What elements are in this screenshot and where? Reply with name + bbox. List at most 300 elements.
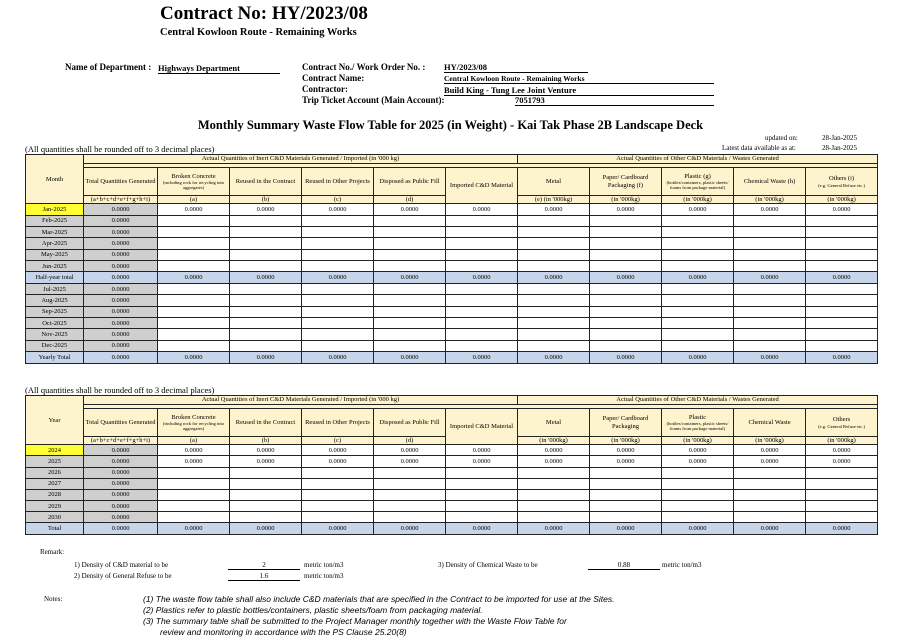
table-cell[interactable]: 0.0000 — [84, 226, 158, 237]
table-cell[interactable] — [302, 501, 374, 512]
table-cell[interactable] — [734, 238, 806, 249]
table-cell[interactable] — [374, 478, 446, 489]
table-cell[interactable]: 0.0000 — [734, 523, 806, 534]
table-cell[interactable]: 0.0000 — [662, 523, 734, 534]
table-cell[interactable]: 0.0000 — [302, 272, 374, 283]
row-label: Apr-2025 — [26, 238, 84, 249]
table-cell[interactable] — [518, 467, 590, 478]
table-cell[interactable]: 0.0000 — [806, 352, 878, 363]
table-cell[interactable] — [590, 489, 662, 500]
trip-ticket-value: 7051793 — [515, 95, 714, 106]
table-cell[interactable] — [590, 512, 662, 523]
table-cell[interactable] — [446, 238, 518, 249]
table-cell[interactable] — [374, 489, 446, 500]
table-cell[interactable]: 0.0000 — [84, 456, 158, 467]
row-label: 2026 — [26, 467, 84, 478]
table-cell[interactable]: 0.0000 — [158, 272, 230, 283]
table-cell[interactable] — [230, 489, 302, 500]
table-cell[interactable] — [662, 238, 734, 249]
total-quantities-header: Total Quantities Generated — [84, 168, 158, 196]
table-cell[interactable] — [446, 295, 518, 306]
table-cell[interactable]: 0.0000 — [84, 478, 158, 489]
table-cell[interactable] — [230, 329, 302, 340]
table-cell[interactable] — [590, 283, 662, 294]
table-cell[interactable] — [230, 249, 302, 260]
table-cell[interactable] — [734, 489, 806, 500]
table-cell[interactable]: 0.0000 — [84, 306, 158, 317]
table-cell[interactable] — [590, 249, 662, 260]
table-cell[interactable]: 0.0000 — [518, 204, 590, 215]
table-row — [26, 456, 878, 467]
table-cell[interactable] — [446, 467, 518, 478]
row-label: 2024 — [26, 445, 84, 456]
table-cell[interactable] — [806, 501, 878, 512]
table-cell[interactable] — [230, 215, 302, 226]
table-cell[interactable] — [806, 261, 878, 272]
row-label: Jul-2025 — [26, 283, 84, 294]
table-cell[interactable] — [230, 501, 302, 512]
table-cell[interactable] — [734, 226, 806, 237]
table-cell[interactable] — [302, 489, 374, 500]
table-cell[interactable]: 0.0000 — [446, 445, 518, 456]
table-row — [26, 295, 878, 306]
row-label: 2027 — [26, 478, 84, 489]
disposed-public-fill-header-2: Disposed as Public Fill — [374, 409, 446, 437]
table-cell[interactable]: 0.0000 — [446, 456, 518, 467]
table-cell[interactable] — [302, 283, 374, 294]
table-cell[interactable] — [158, 340, 230, 351]
table-cell[interactable]: 0.0000 — [84, 272, 158, 283]
table-cell[interactable] — [158, 318, 230, 329]
table-cell[interactable]: 0.0000 — [374, 445, 446, 456]
table-cell[interactable] — [518, 226, 590, 237]
table-cell[interactable] — [518, 318, 590, 329]
total-formula: (a+b+c+d+e+f+g+h+i) — [84, 196, 158, 204]
table-cell[interactable]: 0.0000 — [158, 445, 230, 456]
table-cell[interactable] — [302, 318, 374, 329]
table-cell[interactable] — [734, 249, 806, 260]
table-cell[interactable] — [662, 306, 734, 317]
reused-contract-sub: (b) — [230, 196, 302, 204]
table-cell[interactable] — [374, 329, 446, 340]
contract-no-label: Contract No./ Work Order No. : — [302, 62, 426, 72]
table-cell[interactable] — [806, 318, 878, 329]
table-cell[interactable]: 0.0000 — [84, 204, 158, 215]
table-cell[interactable] — [302, 238, 374, 249]
table-cell[interactable] — [446, 283, 518, 294]
table-cell[interactable] — [734, 329, 806, 340]
table-cell[interactable]: 0.0000 — [230, 445, 302, 456]
table-heading: Monthly Summary Waste Flow Table for 2025 (in Weight) - Kai Tak Phase 2B Landscape Deck — [197, 118, 704, 132]
table-cell[interactable]: 0.0000 — [302, 456, 374, 467]
table-cell[interactable] — [158, 501, 230, 512]
table-cell[interactable] — [446, 340, 518, 351]
table-cell[interactable] — [806, 306, 878, 317]
table-cell[interactable] — [374, 318, 446, 329]
table-cell[interactable] — [590, 318, 662, 329]
table-cell[interactable]: 0.0000 — [84, 501, 158, 512]
table-cell[interactable] — [374, 238, 446, 249]
table-row — [26, 445, 878, 456]
table-cell[interactable] — [158, 215, 230, 226]
table-cell[interactable] — [734, 501, 806, 512]
table-cell[interactable]: 0.0000 — [518, 456, 590, 467]
table-cell[interactable]: 0.0000 — [84, 238, 158, 249]
table-cell[interactable]: 0.0000 — [84, 340, 158, 351]
table-cell[interactable] — [590, 261, 662, 272]
table-cell[interactable] — [446, 261, 518, 272]
disposed-sub-2: (d) — [374, 437, 446, 445]
table-cell[interactable]: 0.0000 — [590, 523, 662, 534]
table-cell[interactable]: 0.0000 — [734, 204, 806, 215]
table-cell[interactable] — [590, 340, 662, 351]
table-cell[interactable] — [446, 512, 518, 523]
table-cell[interactable] — [230, 306, 302, 317]
table-cell[interactable] — [158, 283, 230, 294]
table-cell[interactable]: 0.0000 — [734, 272, 806, 283]
table-cell[interactable] — [230, 340, 302, 351]
table-cell[interactable]: 0.0000 — [84, 467, 158, 478]
table-cell[interactable]: 0.0000 — [590, 352, 662, 363]
table-cell[interactable] — [230, 226, 302, 237]
other-group-header-2: Actual Quantities of Other C&D Materials / Wastes Generated — [518, 396, 878, 405]
table-cell[interactable] — [734, 340, 806, 351]
table-cell[interactable]: 0.0000 — [84, 318, 158, 329]
latest-data-value: 28-Jan-2025 — [822, 144, 857, 152]
chemical-waste-header-2: Chemical Waste — [734, 409, 806, 437]
table-cell[interactable]: 0.0000 — [84, 249, 158, 260]
table-cell[interactable] — [158, 295, 230, 306]
table-cell[interactable]: 0.0000 — [662, 272, 734, 283]
reused-contract-header-2: Reused in the Contract — [230, 409, 302, 437]
table-cell[interactable] — [518, 295, 590, 306]
table-cell[interactable] — [806, 226, 878, 237]
table-cell[interactable] — [806, 512, 878, 523]
table-cell[interactable] — [302, 226, 374, 237]
row-label: Jun-2025 — [26, 261, 84, 272]
table-cell[interactable]: 0.0000 — [84, 329, 158, 340]
table-cell[interactable] — [806, 238, 878, 249]
table-cell[interactable] — [374, 295, 446, 306]
others-sub-2: (in '000kg) — [806, 437, 878, 445]
table-cell[interactable] — [662, 283, 734, 294]
table-cell[interactable]: 0.0000 — [302, 445, 374, 456]
table-cell[interactable] — [734, 478, 806, 489]
table-cell[interactable] — [662, 467, 734, 478]
table-cell[interactable] — [446, 478, 518, 489]
remark-1-unit: metric ton/m3 — [304, 561, 344, 569]
table-cell[interactable] — [806, 283, 878, 294]
table-cell[interactable] — [734, 467, 806, 478]
table-cell[interactable] — [302, 467, 374, 478]
table-cell[interactable]: 0.0000 — [662, 445, 734, 456]
table-cell[interactable] — [662, 512, 734, 523]
table-cell[interactable]: 0.0000 — [806, 272, 878, 283]
table-row — [26, 249, 878, 260]
table-cell[interactable] — [806, 295, 878, 306]
table-cell[interactable] — [374, 512, 446, 523]
table-cell[interactable] — [662, 340, 734, 351]
table-cell[interactable] — [518, 306, 590, 317]
chemical-waste-header: Chemical Waste (h) — [734, 168, 806, 196]
table-cell[interactable] — [662, 478, 734, 489]
table-cell[interactable]: 0.0000 — [374, 352, 446, 363]
table-row — [26, 329, 878, 340]
table-cell[interactable] — [446, 489, 518, 500]
table-cell[interactable] — [302, 295, 374, 306]
table-cell[interactable] — [230, 261, 302, 272]
table-cell[interactable] — [518, 215, 590, 226]
row-label: Feb-2025 — [26, 215, 84, 226]
table-cell[interactable] — [662, 249, 734, 260]
plastic-label-2: Plastic — [688, 413, 707, 421]
table-cell[interactable] — [734, 295, 806, 306]
table-cell[interactable] — [590, 501, 662, 512]
table-cell[interactable] — [446, 249, 518, 260]
table-cell[interactable] — [734, 261, 806, 272]
remark-3-label: 3) Density of Chemical Waste to be — [438, 561, 538, 569]
paper-sub: (in '000kg) — [590, 196, 662, 204]
row-label: Yearly Total — [26, 352, 84, 363]
table-cell[interactable] — [662, 295, 734, 306]
table-row — [26, 523, 878, 534]
table-cell[interactable] — [374, 249, 446, 260]
table-cell[interactable]: 0.0000 — [230, 352, 302, 363]
table-cell[interactable] — [158, 329, 230, 340]
table-cell[interactable] — [662, 501, 734, 512]
table-cell[interactable] — [590, 226, 662, 237]
table-row — [26, 272, 878, 283]
table-cell[interactable] — [446, 501, 518, 512]
table-cell[interactable]: 0.0000 — [84, 512, 158, 523]
table-cell[interactable] — [158, 512, 230, 523]
table-cell[interactable] — [374, 467, 446, 478]
table-cell[interactable] — [806, 215, 878, 226]
row-label: Total — [26, 523, 84, 534]
table-cell[interactable]: 0.0000 — [84, 261, 158, 272]
table-cell[interactable]: 0.0000 — [806, 523, 878, 534]
table-cell[interactable] — [734, 215, 806, 226]
row-label: 2030 — [26, 512, 84, 523]
table-cell[interactable] — [302, 306, 374, 317]
table-cell[interactable] — [662, 318, 734, 329]
table-cell[interactable] — [518, 340, 590, 351]
total-formula-2: (a+b+c+d+e+f+g+h+i) — [84, 437, 158, 445]
table-cell[interactable]: 0.0000 — [446, 523, 518, 534]
table-cell[interactable] — [734, 318, 806, 329]
table-cell[interactable]: 0.0000 — [84, 523, 158, 534]
table-cell[interactable]: 0.0000 — [518, 523, 590, 534]
others-note-2: (e.g. General Refuse etc.) — [818, 423, 865, 429]
table-cell[interactable]: 0.0000 — [374, 204, 446, 215]
table-cell[interactable] — [662, 261, 734, 272]
remark-3-value: 0.88 — [588, 561, 660, 570]
table-cell[interactable] — [230, 238, 302, 249]
table-cell[interactable] — [806, 340, 878, 351]
table-cell[interactable] — [158, 238, 230, 249]
table-cell[interactable] — [302, 261, 374, 272]
table-cell[interactable]: 0.0000 — [590, 272, 662, 283]
table-cell[interactable] — [158, 467, 230, 478]
inert-group-header: Actual Quantities of Inert C&D Materials Generated / Imported (in '000 kg) — [84, 155, 518, 164]
total-quantities-header-2: Total Quantities Generated — [84, 409, 158, 437]
table-cell[interactable]: 0.0000 — [734, 352, 806, 363]
table-cell[interactable] — [446, 215, 518, 226]
note-1: (1) The waste flow table shall also include C&D materials that are specified in the Contract to be imported for use at the Sites. — [143, 594, 615, 604]
table-cell[interactable] — [518, 283, 590, 294]
table-cell[interactable]: 0.0000 — [84, 283, 158, 294]
table-cell[interactable]: 0.0000 — [84, 352, 158, 363]
table-cell[interactable] — [158, 306, 230, 317]
table-cell[interactable]: 0.0000 — [158, 204, 230, 215]
table-cell[interactable] — [662, 329, 734, 340]
table-cell[interactable]: 0.0000 — [374, 456, 446, 467]
table-cell[interactable] — [158, 489, 230, 500]
table-cell[interactable] — [230, 295, 302, 306]
table-cell[interactable] — [302, 512, 374, 523]
table-cell[interactable]: 0.0000 — [734, 445, 806, 456]
table-cell[interactable] — [518, 261, 590, 272]
row-label: Nov-2025 — [26, 329, 84, 340]
table-cell[interactable]: 0.0000 — [734, 456, 806, 467]
table-cell[interactable]: 0.0000 — [84, 489, 158, 500]
remark-2-unit: metric ton/m3 — [304, 572, 344, 580]
row-label: 2028 — [26, 489, 84, 500]
table-cell[interactable] — [230, 467, 302, 478]
table-cell[interactable] — [302, 249, 374, 260]
reused-contract-header: Reused in the Contract — [230, 168, 302, 196]
table-cell[interactable]: 0.0000 — [806, 445, 878, 456]
table-cell[interactable] — [590, 478, 662, 489]
table-row — [26, 352, 878, 363]
table-cell[interactable]: 0.0000 — [158, 523, 230, 534]
table-cell[interactable] — [590, 238, 662, 249]
table-cell[interactable] — [230, 318, 302, 329]
table-row — [26, 226, 878, 237]
table-cell[interactable] — [374, 306, 446, 317]
table-cell[interactable] — [374, 226, 446, 237]
table-cell[interactable]: 0.0000 — [662, 456, 734, 467]
table-cell[interactable]: 0.0000 — [84, 215, 158, 226]
table-cell[interactable] — [806, 249, 878, 260]
table-cell[interactable] — [806, 329, 878, 340]
table-cell[interactable] — [302, 215, 374, 226]
table-cell[interactable] — [374, 215, 446, 226]
table-cell[interactable]: 0.0000 — [662, 204, 734, 215]
table-cell[interactable]: 0.0000 — [230, 204, 302, 215]
row-label: Aug-2025 — [26, 295, 84, 306]
plastic-sub: (in '000kg) — [662, 196, 734, 204]
table-cell[interactable]: 0.0000 — [84, 445, 158, 456]
table-cell[interactable]: 0.0000 — [302, 523, 374, 534]
table-cell[interactable] — [590, 467, 662, 478]
table-cell[interactable]: 0.0000 — [590, 456, 662, 467]
table-cell[interactable] — [158, 261, 230, 272]
paper-sub-2: (in '000kg) — [590, 437, 662, 445]
table-cell[interactable] — [590, 306, 662, 317]
table-cell[interactable] — [590, 295, 662, 306]
table-cell[interactable] — [806, 478, 878, 489]
remark-3-unit: metric ton/m3 — [662, 561, 702, 569]
table-row — [26, 261, 878, 272]
table-cell[interactable]: 0.0000 — [302, 204, 374, 215]
table-cell[interactable]: 0.0000 — [230, 272, 302, 283]
table-cell[interactable]: 0.0000 — [518, 272, 590, 283]
table-cell[interactable] — [518, 238, 590, 249]
row-label: Oct-2025 — [26, 318, 84, 329]
table-cell[interactable] — [734, 283, 806, 294]
table-cell[interactable] — [806, 467, 878, 478]
table-cell[interactable] — [158, 478, 230, 489]
table-cell[interactable]: 0.0000 — [446, 352, 518, 363]
table-cell[interactable]: 0.0000 — [158, 352, 230, 363]
table-cell[interactable]: 0.0000 — [662, 352, 734, 363]
table-cell[interactable]: 0.0000 — [302, 352, 374, 363]
table-cell[interactable]: 0.0000 — [806, 204, 878, 215]
table-cell[interactable] — [158, 226, 230, 237]
table-cell[interactable] — [518, 512, 590, 523]
table-cell[interactable] — [302, 329, 374, 340]
others-label: Others (i) — [828, 175, 855, 183]
table-cell[interactable] — [446, 318, 518, 329]
table-cell[interactable] — [374, 261, 446, 272]
table-cell[interactable] — [590, 215, 662, 226]
table-cell[interactable] — [734, 512, 806, 523]
table-cell[interactable] — [662, 226, 734, 237]
table-cell[interactable] — [374, 340, 446, 351]
table-cell[interactable]: 0.0000 — [230, 523, 302, 534]
table-cell[interactable]: 0.0000 — [374, 272, 446, 283]
table-cell[interactable] — [446, 226, 518, 237]
table-cell[interactable] — [230, 478, 302, 489]
table-cell[interactable]: 0.0000 — [230, 456, 302, 467]
table-cell[interactable]: 0.0000 — [446, 204, 518, 215]
table-cell[interactable]: 0.0000 — [518, 445, 590, 456]
table-cell[interactable] — [806, 489, 878, 500]
table-cell[interactable] — [374, 501, 446, 512]
table-cell[interactable] — [302, 340, 374, 351]
table-cell[interactable] — [518, 501, 590, 512]
broken-concrete-sub-2: (a) — [158, 437, 230, 445]
table-cell[interactable] — [374, 283, 446, 294]
table-cell[interactable] — [662, 489, 734, 500]
table-cell[interactable] — [734, 306, 806, 317]
table-cell[interactable] — [518, 249, 590, 260]
table-cell[interactable] — [518, 329, 590, 340]
table-cell[interactable] — [662, 215, 734, 226]
table-cell[interactable] — [518, 489, 590, 500]
table-cell[interactable] — [446, 306, 518, 317]
table-cell[interactable] — [518, 478, 590, 489]
table-cell[interactable]: 0.0000 — [374, 523, 446, 534]
table-cell[interactable] — [446, 329, 518, 340]
table-cell[interactable]: 0.0000 — [518, 352, 590, 363]
table-cell[interactable] — [302, 478, 374, 489]
table-row — [26, 340, 878, 351]
table-cell[interactable]: 0.0000 — [158, 456, 230, 467]
table-cell[interactable]: 0.0000 — [806, 456, 878, 467]
table-cell[interactable]: 0.0000 — [590, 445, 662, 456]
table-cell[interactable] — [158, 249, 230, 260]
table-cell[interactable]: 0.0000 — [84, 295, 158, 306]
table-cell[interactable] — [230, 512, 302, 523]
updated-on-value: 28-Jan-2025 — [822, 134, 857, 142]
table-cell[interactable] — [230, 283, 302, 294]
table-cell[interactable] — [590, 329, 662, 340]
table-cell[interactable]: 0.0000 — [590, 204, 662, 215]
table-row — [26, 204, 878, 215]
table-cell[interactable]: 0.0000 — [446, 272, 518, 283]
